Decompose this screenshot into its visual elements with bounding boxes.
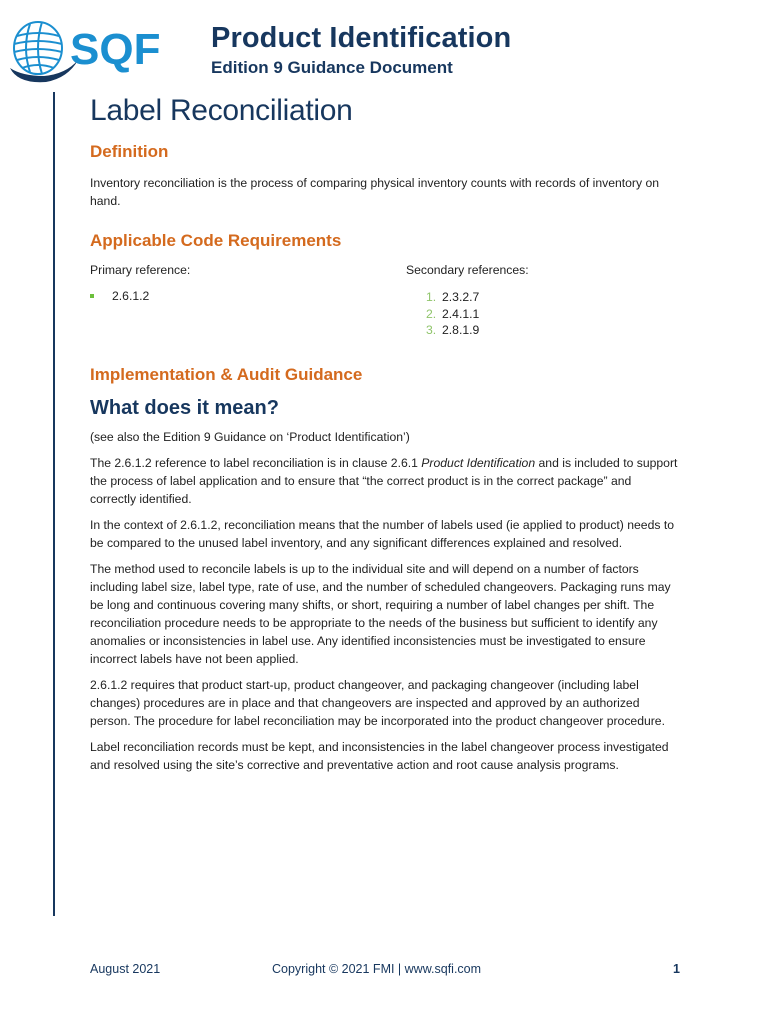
paragraph-5: Label reconciliation records must be kept, and inconsistencies in the label changeover process investigated and resolved using the site’s corrective and preventative action and root cause analysis programs.: [90, 740, 669, 772]
primary-references: [90, 261, 190, 305]
secondary-list: [406, 289, 529, 339]
secondary-label: Secondary references:: [406, 263, 529, 277]
footer-copyright: Copyright © 2021 FMI | www.sqfi.com: [272, 962, 482, 976]
paragraph-1-start: The 2.6.1.2 reference to label reconciliation is in clause 2.6.1: [90, 456, 422, 470]
document-subtitle: Edition 9 Guidance Document: [211, 58, 453, 77]
document-title: Product Identification: [211, 22, 512, 54]
code-requirements-heading: Applicable Code Requirements: [90, 231, 342, 250]
paragraph-3: The method used to reconcile labels is up to the individual site and will depend on a number of factors including label size, label type, rate of use, and the number of scheduled changeovers. Packaging runs may be long and continuous covering many shifts, or short, requiring a number of label changes per shift. The reconciliation procedure needs to be appropriate to the needs of the business but sufficient to identify any anomalies or inconsistencies in label use. Any identified inconsistencies must be investigated to ensure incorrect labels have not been applied.: [90, 562, 671, 666]
emphasis-text: Product Identification: [421, 456, 536, 470]
see-also-text: (see also the Edition 9 Guidance on ‘Product Identification’): [90, 430, 410, 444]
primary-list: [90, 287, 190, 305]
secondary-ref: 2.8.1.9: [442, 323, 480, 337]
list-item: [90, 287, 190, 305]
definition-text: Inventory reconciliation is the process of comparing physical inventory counts with records of inventory on hand.: [90, 176, 660, 208]
globe-icon: [8, 12, 178, 86]
paragraph-1: [90, 454, 680, 508]
page-title: Label Reconciliation: [90, 94, 353, 127]
paragraph-1-end: and is included to support the process of label application and to ensure that “the correct product is in the correct package” and correctly identified.: [90, 456, 678, 506]
sqf-logo: [8, 12, 178, 86]
secondary-references: [406, 261, 529, 339]
what-does-it-mean-heading: What does it mean?: [90, 397, 279, 419]
left-rule: [53, 92, 55, 916]
main-content: [90, 94, 680, 774]
list-item: [412, 289, 535, 306]
paragraph-4: 2.6.1.2 requires that product start-up, product changeover, and packaging changeover (including label changes) procedures are in place and that changeovers are inspected and approved by an authorized person. The procedure for label reconciliation may be incorporated into the product changeover procedure.: [90, 678, 665, 728]
primary-ref: 2.6.1.2: [112, 289, 150, 303]
references: [90, 261, 680, 351]
implementation-heading: Implementation & Audit Guidance: [90, 365, 363, 384]
list-item: [412, 306, 535, 323]
list-number: 1.: [426, 290, 437, 304]
primary-label: Primary reference:: [90, 263, 191, 277]
paragraph-2: In the context of 2.6.1.2, reconciliation means that the number of labels used (ie applied to product) needs to be compared to the unused label inventory, and any significant differences explained and resolved.: [90, 518, 675, 550]
footer-date: August 2021: [90, 962, 161, 976]
secondary-ref: 2.4.1.1: [442, 306, 480, 321]
list-number: 3.: [426, 323, 437, 337]
svg-text:SQF: SQF: [70, 25, 161, 74]
list-item: [412, 322, 535, 339]
bullet-icon: [90, 294, 94, 298]
secondary-ref: 2.3.2.7: [442, 290, 480, 304]
definition-heading: Definition: [90, 142, 169, 161]
page-number: 1: [673, 962, 680, 976]
list-number: 2.: [426, 306, 437, 321]
